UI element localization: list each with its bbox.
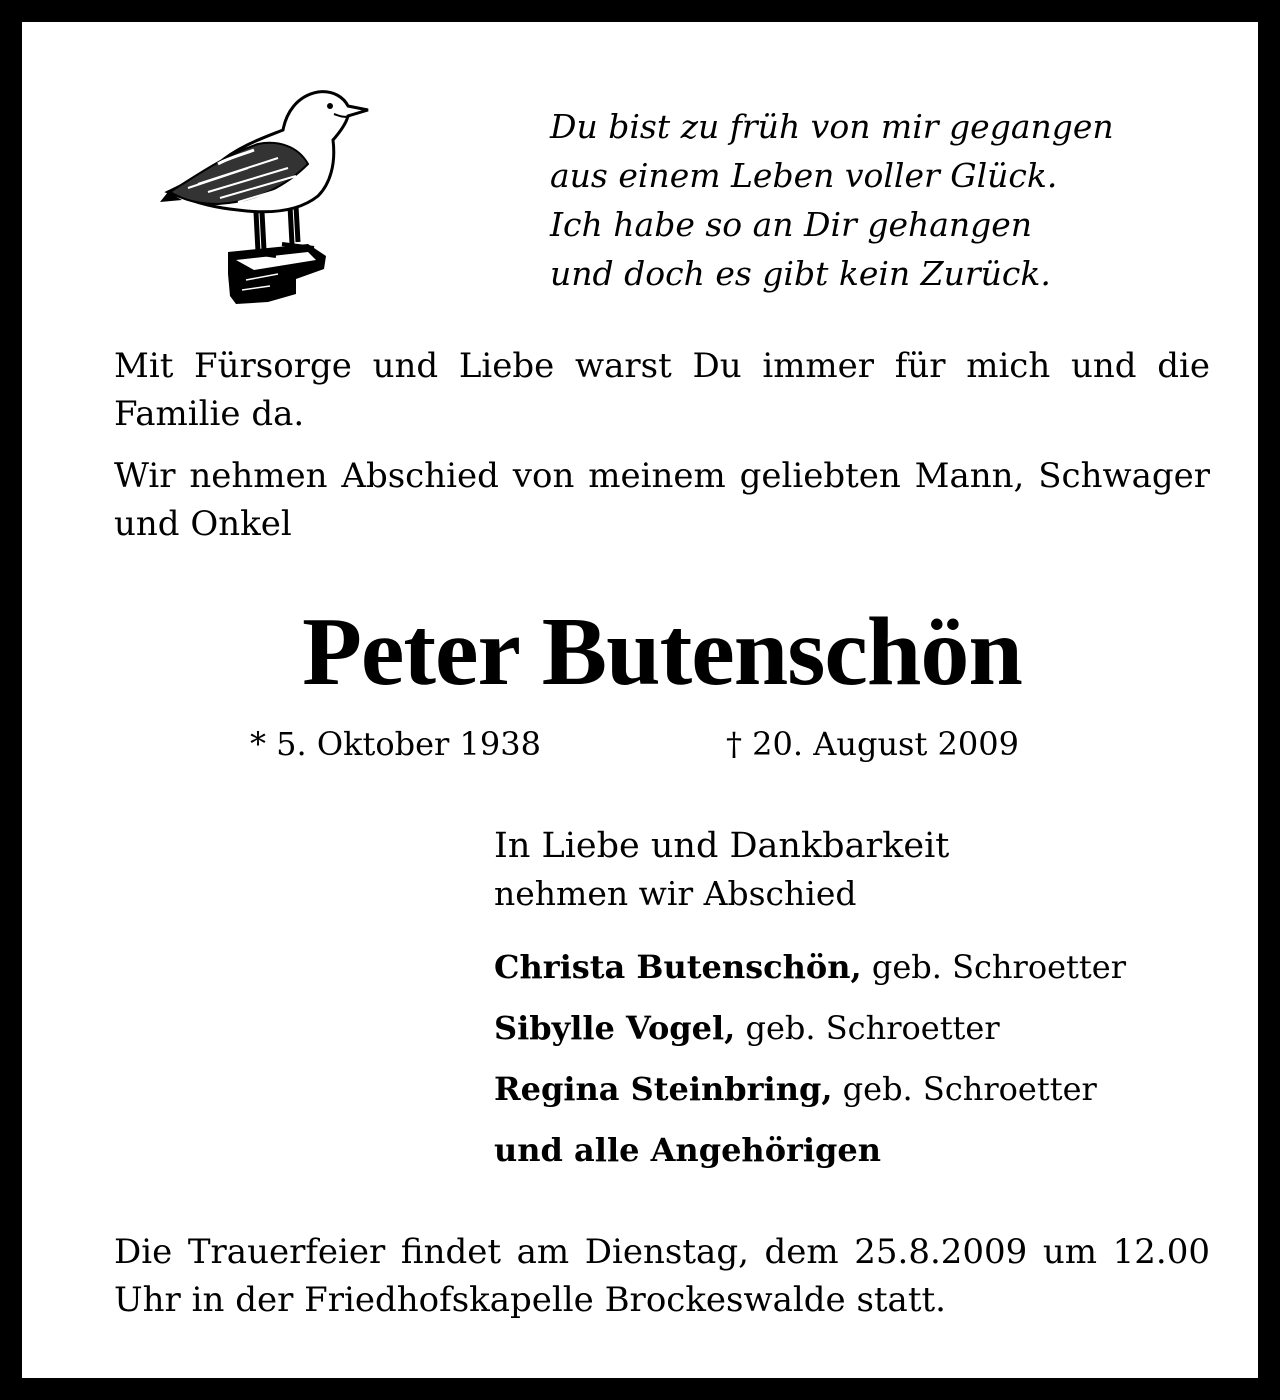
memorial-poem: [550, 102, 1250, 298]
closing-line: In Liebe und Dankbarkeit: [494, 826, 950, 866]
mourner-entry: [494, 1064, 1126, 1125]
birth-date: * 5. Oktober 1938: [250, 725, 541, 763]
mourner-note: geb. Schroetter: [832, 1070, 1097, 1108]
mourners-list: [494, 942, 1126, 1186]
poem-line: Ich habe so an Dir gehangen: [550, 205, 1033, 244]
death-date: † 20. August 2009: [726, 725, 1019, 763]
closing-line: nehmen wir Abschied: [494, 874, 857, 913]
deceased-name: Peter Butenschön: [302, 598, 1022, 706]
mourner-entry: [494, 1125, 1126, 1186]
mourner-entry: [494, 942, 1126, 1003]
mourner-name: Sibylle Vogel,: [494, 1009, 736, 1047]
mourner-note: geb. Schroetter: [861, 948, 1126, 986]
mourner-entry: [494, 1003, 1126, 1064]
mourner-name: und alle Angehörigen: [494, 1131, 882, 1169]
mourner-name: Regina Steinbring,: [494, 1070, 833, 1108]
mourner-note: geb. Schroetter: [735, 1009, 1000, 1047]
poem-line: Du bist zu früh von mir gegangen: [550, 107, 1114, 146]
farewell-paragraph: Wir nehmen Abschied von meinem geliebten Mann, Schwager und Onkel: [114, 456, 1210, 544]
poem-line: aus einem Leben voller Glück.: [550, 156, 1058, 195]
closing-block: [494, 822, 949, 918]
funeral-notice: Die Trauerfeier findet am Dienstag, dem 25.8.2009 um 12.00 Uhr in der Friedhofskapelle Brockeswalde statt.: [114, 1232, 1210, 1320]
seagull-illustration: [158, 84, 373, 309]
poem-line: und doch es gibt kein Zurück.: [550, 254, 1051, 293]
tribute-paragraph: Mit Fürsorge und Liebe warst Du immer für mich und die Familie da.: [114, 346, 1210, 434]
mourner-name: Christa Butenschön,: [494, 948, 862, 986]
